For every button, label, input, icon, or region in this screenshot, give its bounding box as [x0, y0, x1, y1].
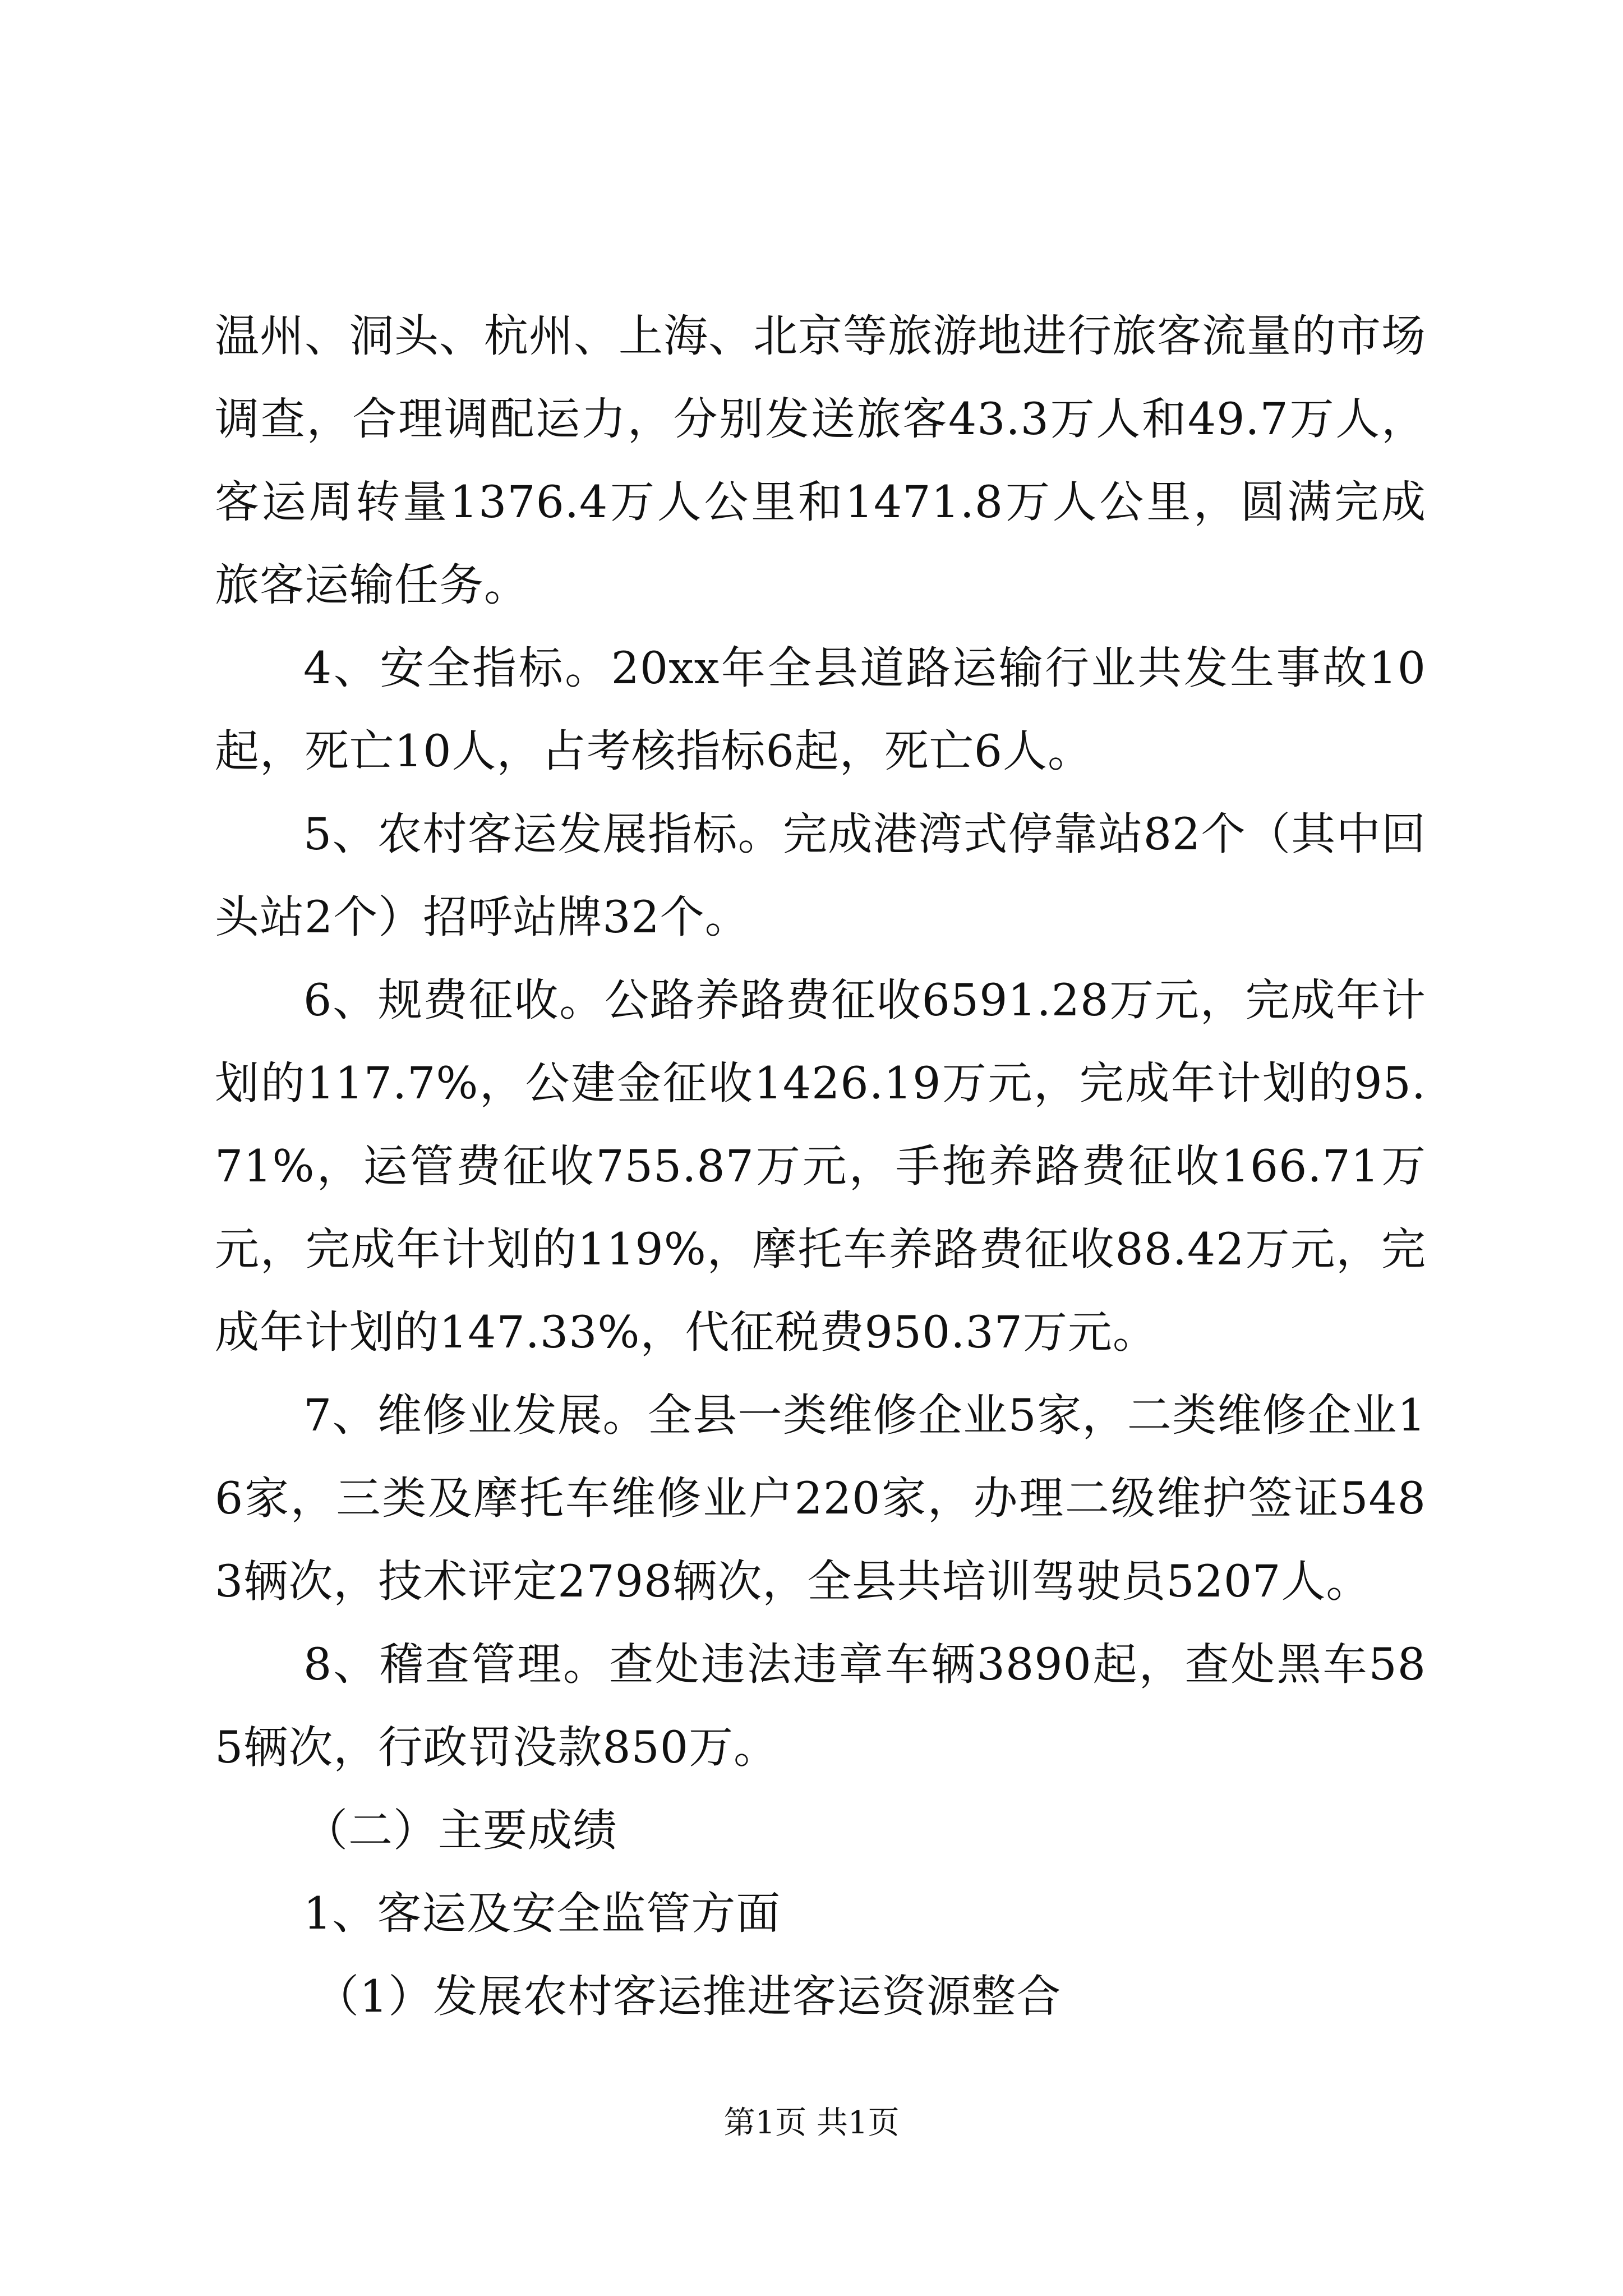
- paragraph-fee-collection: 6、规费征收。公路养路费征收6591.28万元，完成年计划的117.7%，公建金征收1426.19万元，完成年计划的95.71%，运管费征收755.87万元，手拖养路费征收166.71万元，完成年计划的119%，摩托车养路费征收88.42万元，完成年计划的147.33%，代征税费950.37万元。: [215, 974, 1426, 1358]
- paragraph-safety-indicator: 4、安全指标。20xx年全县道路运输行业共发生事故10起，死亡10人，占考核指标6起，死亡6人。: [215, 642, 1426, 777]
- paragraph-tourism-passenger-transport: 温州、洞头、杭州、上海、北京等旅游地进行旅客流量的市场调查，合理调配运力，分别发送旅客43.3万人和49.7万人，客运周转量1376.4万人公里和1471.8万人公里，圆满完成旅客运输任务。: [215, 310, 1426, 611]
- page-number-footer: 第1页 共1页: [723, 2105, 900, 2141]
- document-body: [215, 295, 1426, 2038]
- paragraph-repair-industry: 7、维修业发展。全县一类维修企业5家，二类维修企业16家，三类及摩托车维修业户220家，办理二级维护签证5483辆次，技术评定2798辆次，全县共培训驾驶员5207人。: [215, 1389, 1426, 1607]
- subsection-heading-passenger-safety: 1、客运及安全监管方面: [303, 1888, 781, 1939]
- section-heading-main-achievements: （二）主要成绩: [303, 1805, 617, 1856]
- paragraph-rural-passenger-indicator: 5、农村客运发展指标。完成港湾式停靠站82个（其中回头站2个）招呼站牌32个。: [215, 808, 1426, 943]
- subsection-heading-rural-passenger-development: （1）发展农村客运推进客运资源整合: [315, 1971, 1062, 2022]
- paragraph-inspection-management: 8、稽查管理。查处违法违章车辆3890起，查处黑车585辆次，行政罚没款850万。: [215, 1639, 1426, 1773]
